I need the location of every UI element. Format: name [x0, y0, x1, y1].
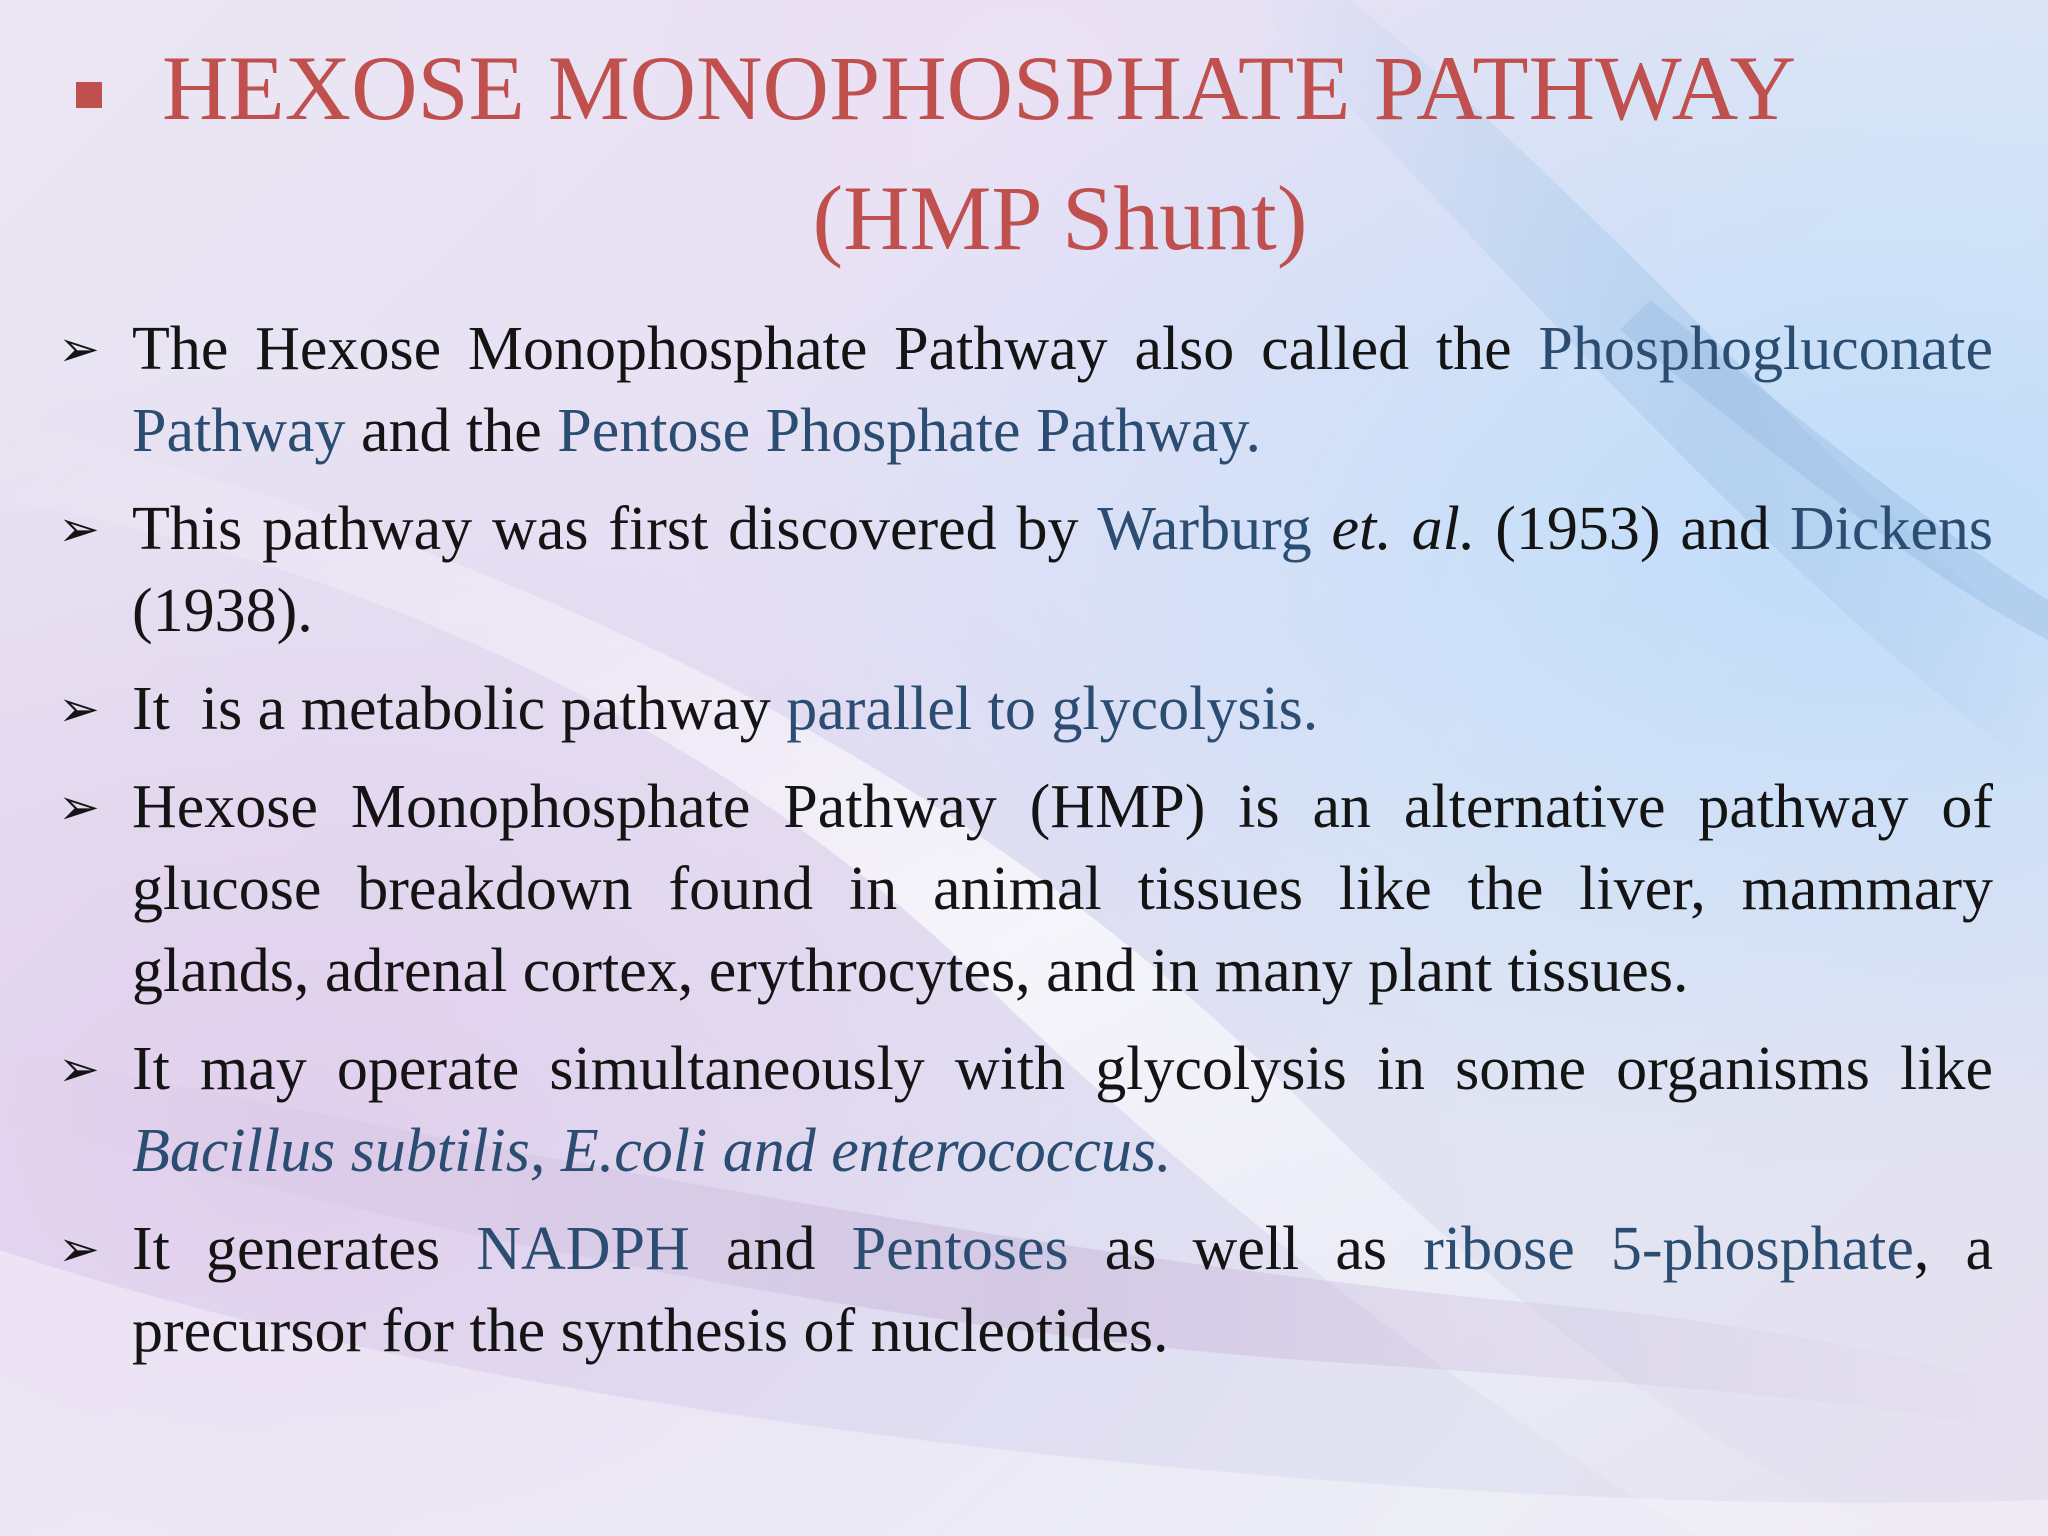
list-item — [58, 766, 1993, 1012]
title-line-2: (HMP Shunt) — [812, 167, 1308, 269]
arrowhead-bullet-icon: ➢ — [58, 778, 100, 836]
point-text: The Hexose Monophosphate Pathway also called the — [132, 315, 1512, 383]
arrowhead-bullet-icon: ➢ — [58, 680, 100, 738]
point-text: It generates — [132, 1215, 441, 1283]
arrowhead-bullet-icon: ➢ — [58, 1040, 100, 1098]
organism-names: Bacillus subtilis, E.coli and enterococcus. — [132, 1117, 1172, 1185]
point-text: It is a metabolic pathway — [132, 675, 771, 743]
point-text: and the — [361, 397, 542, 465]
point-text: (1938). — [132, 577, 313, 645]
highlight-term: NADPH — [476, 1215, 690, 1283]
highlight-term: Phosphogluconate Pathway — [132, 315, 1994, 465]
list-item — [58, 1028, 1993, 1192]
bullet-list — [58, 308, 1993, 1388]
title-line-1: HEXOSE MONOPHOSPHATE PATHWAY — [162, 37, 1797, 139]
arrowhead-bullet-icon: ➢ — [58, 1220, 100, 1278]
list-item — [58, 1208, 1993, 1372]
italic-text: et. al. — [1331, 495, 1476, 563]
highlight-term: ribose 5-phosphate — [1423, 1215, 1914, 1283]
point-text: and — [725, 1215, 816, 1283]
point-text: (1953) and — [1495, 495, 1770, 563]
point-text: Hexose Monophosphate Pathway (HMP) is an alternative pathway of glucose breakdown found in animal tissues like the liver, mammary glands, adrenal cortex, erythrocytes, and in many plant tissues. — [132, 773, 1993, 1005]
point-text: This pathway was first discovered by — [132, 495, 1079, 563]
highlight-term: Warburg — [1097, 495, 1312, 563]
list-item — [58, 488, 1993, 652]
point-text: as well as — [1104, 1215, 1388, 1283]
arrowhead-bullet-icon: ➢ — [58, 320, 100, 378]
highlight-term: Pentoses — [851, 1215, 1069, 1283]
point-text: It may operate simultaneously with glycolysis in some organisms like — [132, 1035, 1993, 1103]
arrowhead-bullet-icon: ➢ — [58, 500, 100, 558]
list-item — [58, 308, 1993, 472]
square-bullet-icon — [76, 82, 102, 108]
highlight-term: Dickens — [1789, 495, 1993, 563]
highlight-term: Pentose Phosphate Pathway. — [557, 397, 1262, 465]
highlight-term: parallel to glycolysis. — [786, 675, 1319, 743]
point-text: , a precursor for the synthesis of nucleotides. — [132, 1215, 1994, 1365]
list-item — [58, 668, 1993, 750]
